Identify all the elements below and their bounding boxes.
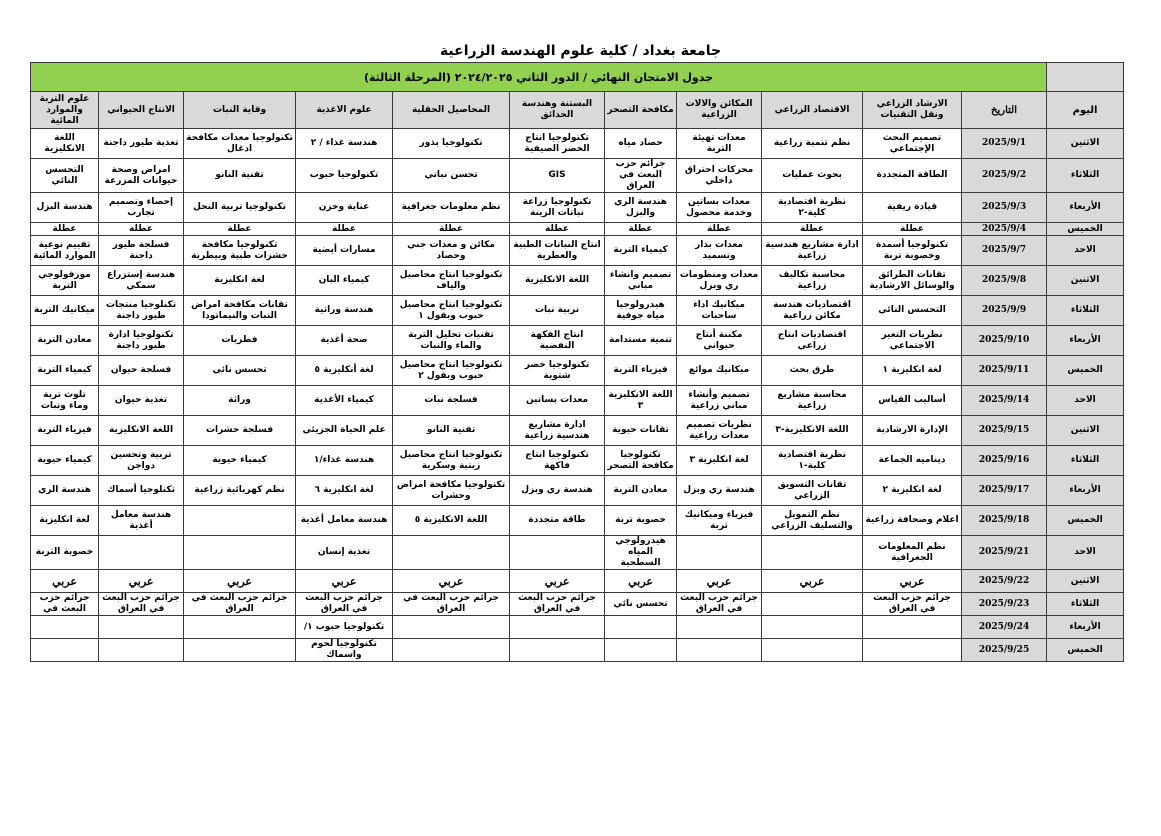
subject-cell: ميكانيك اداء ساحبات	[677, 296, 762, 326]
subject-cell	[605, 616, 677, 639]
header-department: وقاية النبات	[184, 92, 296, 129]
subject-cell: تلوث تربة وماء ونبات	[31, 386, 99, 416]
subject-cell: فطريات	[184, 326, 296, 356]
subject-cell: GIS	[510, 159, 605, 193]
subject-cell: تكنولوجيا معدات مكافحة ادغال	[184, 129, 296, 159]
subject-cell: نظرية اقتصادية كلية-٢	[762, 193, 863, 223]
subject-cell: هندسة وراثية	[296, 296, 393, 326]
subject-cell: محاسبة مشاريع زراعية	[762, 386, 863, 416]
subject-cell: لغة انكليزية	[31, 506, 99, 536]
exam-row	[31, 593, 1124, 616]
subject-cell: كيمياء حيوية	[31, 446, 99, 476]
subject-cell: تقييم نوعية الموارد المائية	[31, 236, 99, 266]
subject-cell: جرائم حزب البعث في العراق	[863, 593, 962, 616]
holiday-cell: عطلة	[184, 223, 296, 236]
header-department: علوم الاغذية	[296, 92, 393, 129]
header-row	[31, 92, 1124, 129]
subject-cell	[677, 536, 762, 570]
day-cell: الاحد	[1047, 236, 1124, 266]
subject-cell: نظم معلومات جغرافية	[393, 193, 510, 223]
subject-cell: تقانات التسويق الزراعي	[762, 476, 863, 506]
day-cell: الثلاثاء	[1047, 159, 1124, 193]
subject-cell: تكنولوجيا لحوم واسماك	[296, 639, 393, 662]
caption-row	[31, 63, 1124, 92]
header-department: المحاصيل الحقلية	[393, 92, 510, 129]
subject-cell: أساليب القياس	[863, 386, 962, 416]
holiday-cell: عطلة	[677, 223, 762, 236]
subject-cell: جرائم حزب البعث في العراق	[510, 593, 605, 616]
subject-cell: تقانات حيوية	[605, 416, 677, 446]
subject-cell: كيمياء التربة	[31, 356, 99, 386]
subject-cell: لغة انكليزية	[184, 266, 296, 296]
subject-cell: جرائم حزب البعث في العراق	[99, 593, 184, 616]
subject-cell: صحة أغذية	[296, 326, 393, 356]
holiday-cell: عطلة	[762, 223, 863, 236]
subject-cell: عربي	[184, 570, 296, 593]
day-cell: الخميس	[1047, 223, 1124, 236]
subject-cell	[510, 536, 605, 570]
subject-cell: تحسس نائي	[184, 356, 296, 386]
subject-cell: هيدرولوجي المياه السطحية	[605, 536, 677, 570]
exam-row	[31, 266, 1124, 296]
subject-cell	[863, 639, 962, 662]
subject-cell: معدات ومنظومات ري وبزل	[677, 266, 762, 296]
subject-cell: تغذية حيوان	[99, 386, 184, 416]
subject-cell: تكنلوجيا منتجات طيور داجنة	[99, 296, 184, 326]
holiday-row	[31, 223, 1124, 236]
header-department: الانتاج الحيواني	[99, 92, 184, 129]
day-cell: الاحد	[1047, 386, 1124, 416]
header-department: البستنة وهندسة الحدائق	[510, 92, 605, 129]
header-department: مكافحة التصحر	[605, 92, 677, 129]
subject-cell: كيمياء حيوية	[184, 446, 296, 476]
subject-cell: عربي	[296, 570, 393, 593]
subject-cell: فيزياء وميكانيك تربة	[677, 506, 762, 536]
subject-cell	[510, 639, 605, 662]
subject-cell: فسلجة حشرات	[184, 416, 296, 446]
subject-cell: تكنولوجيا مكافحة حشرات طبية وبيطرية	[184, 236, 296, 266]
date-cell: 2025/9/23	[962, 593, 1047, 616]
exam-row	[31, 193, 1124, 223]
subject-cell: الإدارة الارشادية	[863, 416, 962, 446]
subject-cell: ميكانيك التربة	[31, 296, 99, 326]
subject-cell: اللغة الانكليزية ٣	[605, 386, 677, 416]
subject-cell: تكنولوجيا مكافحة التصحر	[605, 446, 677, 476]
exam-row	[31, 356, 1124, 386]
subject-cell: تغذية طيور داجنة	[99, 129, 184, 159]
subject-cell: هندسة ري وبزل	[677, 476, 762, 506]
date-cell: 2025/9/14	[962, 386, 1047, 416]
holiday-cell: عطلة	[605, 223, 677, 236]
day-cell: الخميس	[1047, 639, 1124, 662]
subject-cell: تحسس نائي	[605, 593, 677, 616]
subject-cell	[184, 639, 296, 662]
date-cell: 2025/9/24	[962, 616, 1047, 639]
subject-cell: لغة انكليزية ١	[863, 356, 962, 386]
subject-cell: تكنولوجيا بذور	[393, 129, 510, 159]
subject-cell: مورفولوجي التربة	[31, 266, 99, 296]
day-cell: الاثنين	[1047, 129, 1124, 159]
subject-cell	[762, 616, 863, 639]
subject-cell: فسلجة نبات	[393, 386, 510, 416]
exam-row	[31, 446, 1124, 476]
subject-cell: حصاد مياه	[605, 129, 677, 159]
subject-cell	[605, 639, 677, 662]
subject-cell: عربي	[863, 570, 962, 593]
subject-cell: هندسة معامل أغذية	[99, 506, 184, 536]
subject-cell: تكنلوجيا أسماك	[99, 476, 184, 506]
subject-cell: معدات بساتين وخدمة محصول	[677, 193, 762, 223]
subject-cell: إحصاء وتصميم تجارب	[99, 193, 184, 223]
day-cell: الأربعاء	[1047, 476, 1124, 506]
subject-cell	[863, 616, 962, 639]
subject-cell	[762, 593, 863, 616]
date-cell: 2025/9/15	[962, 416, 1047, 446]
subject-cell: مسارات أيضية	[296, 236, 393, 266]
subject-cell: تقنية النانو	[393, 416, 510, 446]
subject-cell	[762, 536, 863, 570]
subject-cell: اللغة الانكليزية	[31, 129, 99, 159]
subject-cell: جرائم حزب البعث في	[31, 593, 99, 616]
subject-cell: نظم المعلومات الجغرافية	[863, 536, 962, 570]
subject-cell: تربية وتحسين دواجن	[99, 446, 184, 476]
day-cell: الاثنين	[1047, 570, 1124, 593]
subject-cell: نظريات تصميم معدات زراعية	[677, 416, 762, 446]
date-cell: 2025/9/7	[962, 236, 1047, 266]
exam-row	[31, 536, 1124, 570]
subject-cell: هندسة معامل أغذية	[296, 506, 393, 536]
subject-cell: محركات احتراق داخلي	[677, 159, 762, 193]
subject-cell	[184, 616, 296, 639]
exam-row	[31, 129, 1124, 159]
subject-cell: مكائن و معدات جني وحصاد	[393, 236, 510, 266]
subject-cell: خصوبة تربة	[605, 506, 677, 536]
exam-row	[31, 616, 1124, 639]
header-date: التاريخ	[962, 92, 1047, 129]
subject-cell: تكنولوجيا حبوب ١/	[296, 616, 393, 639]
exam-row	[31, 326, 1124, 356]
subject-cell: تكنولوجيا أسمدة وخصوبة تربة	[863, 236, 962, 266]
date-cell: 2025/9/8	[962, 266, 1047, 296]
subject-cell: عربي	[510, 570, 605, 593]
subject-cell: التحسس النائي	[863, 296, 962, 326]
subject-cell: محاسبة تكاليف زراعية	[762, 266, 863, 296]
subject-cell: هندسة ري وبزل	[510, 476, 605, 506]
holiday-cell: عطلة	[510, 223, 605, 236]
subject-cell: تقانات مكافحة امراض النبات والنيماتودا	[184, 296, 296, 326]
date-cell: 2025/9/22	[962, 570, 1047, 593]
subject-cell: هندسة إستزراع سمكي	[99, 266, 184, 296]
subject-cell: جرائم حزب البعث في العراق	[184, 593, 296, 616]
exam-row	[31, 416, 1124, 446]
exam-row	[31, 639, 1124, 662]
subject-cell: وراثة	[184, 386, 296, 416]
subject-cell: تكنولوجيا انتاج الخضر الصيفية	[510, 129, 605, 159]
subject-cell: عربي	[605, 570, 677, 593]
subject-cell: هندسة غذاء/١	[296, 446, 393, 476]
subject-cell: معادن التربة	[605, 476, 677, 506]
subject-cell	[393, 536, 510, 570]
day-cell: الخميس	[1047, 356, 1124, 386]
subject-cell: تكنولوجيا انتاج محاصيل زيتية وسكرية	[393, 446, 510, 476]
subject-cell: انتاج النباتات الطبية والعطرية	[510, 236, 605, 266]
subject-cell: اللغة الانكليزية-٣	[762, 416, 863, 446]
date-cell: 2025/9/25	[962, 639, 1047, 662]
subject-cell: تكنولوجيا زراعة نباتات الزينة	[510, 193, 605, 223]
exam-schedule	[30, 62, 1123, 662]
subject-cell: طرق بحث	[762, 356, 863, 386]
exam-row	[31, 236, 1124, 266]
subject-cell: تكنولوجيا انتاج محاصيل والياف	[393, 266, 510, 296]
subject-cell: اللغة الانكليزية	[99, 416, 184, 446]
subject-cell	[31, 616, 99, 639]
subject-cell: تكنولوجيا تربية النحل	[184, 193, 296, 223]
subject-cell: اعلام وصحافة زراعية	[863, 506, 962, 536]
subject-cell: تصميم وأنشاء مباني زراعية	[677, 386, 762, 416]
day-cell: الأربعاء	[1047, 193, 1124, 223]
subject-cell: التحسس النائي	[31, 159, 99, 193]
exam-row	[31, 570, 1124, 593]
subject-cell: هندسة الري	[31, 476, 99, 506]
subject-cell: عربي	[99, 570, 184, 593]
header-department: المكائن والالات الزراعية	[677, 92, 762, 129]
subject-cell	[99, 639, 184, 662]
day-cell: الأربعاء	[1047, 616, 1124, 639]
exam-row	[31, 506, 1124, 536]
subject-cell: لغة انكليزية ٦	[296, 476, 393, 506]
subject-cell: تكنولوجيا انتاج محاصيل حبوب وبقول ١	[393, 296, 510, 326]
subject-cell: الطاقة المتجددة	[863, 159, 962, 193]
date-cell: 2025/9/17	[962, 476, 1047, 506]
subject-cell: تكنولوجيا خضر شتوية	[510, 356, 605, 386]
subject-cell: تكنولوجيا حبوب	[296, 159, 393, 193]
subject-cell: عربي	[393, 570, 510, 593]
date-cell: 2025/9/21	[962, 536, 1047, 570]
header-department: الاقتصاد الزراعي	[762, 92, 863, 129]
subject-cell: نظم التمويل والتسليف الزراعي	[762, 506, 863, 536]
subject-cell: فيزياء التربة	[605, 356, 677, 386]
subject-cell: كيمياء التربة	[605, 236, 677, 266]
exam-row	[31, 296, 1124, 326]
date-cell: 2025/9/10	[962, 326, 1047, 356]
subject-cell: عربي	[31, 570, 99, 593]
holiday-cell: عطلة	[296, 223, 393, 236]
subject-cell: جرائم حزب البعث في العراق	[393, 593, 510, 616]
subject-cell: تنمية مستدامة	[605, 326, 677, 356]
header-department: علوم التربة والموارد المائية	[31, 92, 99, 129]
subject-cell: تكنولوجيا انتاج محاصيل حبوب وبقول ٢	[393, 356, 510, 386]
subject-cell: هندسة الري والبزل	[605, 193, 677, 223]
holiday-cell: عطلة	[31, 223, 99, 236]
subject-cell: اقتصاديات انتاج زراعي	[762, 326, 863, 356]
date-cell: 2025/9/16	[962, 446, 1047, 476]
subject-cell: خصوبة التربة	[31, 536, 99, 570]
subject-cell: ادارة مشاريع هندسية زراعية	[762, 236, 863, 266]
day-cell: الثلاثاء	[1047, 446, 1124, 476]
day-cell: الأربعاء	[1047, 326, 1124, 356]
exam-row	[31, 386, 1124, 416]
subject-cell: فسلجة حيوان	[99, 356, 184, 386]
exam-schedule-table	[30, 62, 1124, 662]
subject-cell: ادارة مشاريع هندسية زراعية	[510, 416, 605, 446]
subject-cell: علم الحياة الجزيئي	[296, 416, 393, 446]
subject-cell	[677, 616, 762, 639]
subject-cell: ديناميه الجماعة	[863, 446, 962, 476]
subject-cell	[99, 536, 184, 570]
subject-cell: جرائم حزب البعث في العراق	[605, 159, 677, 193]
subject-cell: تقنيات تحليل التربة والماء والنبات	[393, 326, 510, 356]
day-cell: الاثنين	[1047, 416, 1124, 446]
subject-cell: عناية وخزن	[296, 193, 393, 223]
date-cell: 2025/9/2	[962, 159, 1047, 193]
university-title: جامعة بغداد / كلية علوم الهندسة الزراعية	[439, 43, 722, 59]
subject-cell: جرائم حزب البعث في العراق	[296, 593, 393, 616]
subject-cell	[31, 639, 99, 662]
subject-cell: اللغة الانكليزية	[510, 266, 605, 296]
subject-cell	[510, 616, 605, 639]
subject-cell: لغة انكليزية ٣	[677, 446, 762, 476]
subject-cell: انتاج الفكهة النفضية	[510, 326, 605, 356]
subject-cell: معدات تهيئة التربة	[677, 129, 762, 159]
subject-cell: تغذية إنسان	[296, 536, 393, 570]
exam-row	[31, 159, 1124, 193]
subject-cell: كيمياء الأغذية	[296, 386, 393, 416]
date-cell: 2025/9/9	[962, 296, 1047, 326]
subject-cell: تقنية النانو	[184, 159, 296, 193]
holiday-cell: عطلة	[863, 223, 962, 236]
subject-cell: ميكانيك موائع	[677, 356, 762, 386]
header-department: الارشاد الزراعي ونقل التقنيات	[863, 92, 962, 129]
holiday-cell: عطلة	[99, 223, 184, 236]
subject-cell: مكننة أنتاج حيواني	[677, 326, 762, 356]
subject-cell: هيدرولوجيا مياه جوفية	[605, 296, 677, 326]
subject-cell: طاقة متجددة	[510, 506, 605, 536]
subject-cell: تربية نبات	[510, 296, 605, 326]
subject-cell	[99, 616, 184, 639]
subject-cell: تكنولوجيا ادارة طيور داجنة	[99, 326, 184, 356]
subject-cell: تكنولوجيا انتاج فاكهة	[510, 446, 605, 476]
subject-cell: اللغة الانكليزية ٥	[393, 506, 510, 536]
subject-cell: معادن التربة	[31, 326, 99, 356]
date-cell: 2025/9/3	[962, 193, 1047, 223]
exam-row	[31, 476, 1124, 506]
day-cell: الثلاثاء	[1047, 296, 1124, 326]
subject-cell: نظريات التغير الاجتماعي	[863, 326, 962, 356]
day-cell: الاثنين	[1047, 266, 1124, 296]
subject-cell: معدات بذار وتسميد	[677, 236, 762, 266]
holiday-cell: عطلة	[393, 223, 510, 236]
subject-cell: قيادة ريفية	[863, 193, 962, 223]
header-day: اليوم	[1047, 92, 1124, 129]
subject-cell: اقتصاديات هندسة مكائن زراعية	[762, 296, 863, 326]
date-cell: 2025/9/18	[962, 506, 1047, 536]
subject-cell	[393, 639, 510, 662]
date-cell: 2025/9/1	[962, 129, 1047, 159]
subject-cell: تكنولوجيا مكافحة امراض وحشرات	[393, 476, 510, 506]
subject-cell	[762, 639, 863, 662]
day-cell: الثلاثاء	[1047, 593, 1124, 616]
subject-cell: عربي	[762, 570, 863, 593]
subject-cell: هندسة البزل	[31, 193, 99, 223]
subject-cell	[393, 616, 510, 639]
subject-cell: معدات بساتين	[510, 386, 605, 416]
subject-cell: تقانات الطرائق والوسائل الارشادية	[863, 266, 962, 296]
day-cell: الخميس	[1047, 506, 1124, 536]
subject-cell: بحوث عمليات	[762, 159, 863, 193]
subject-cell: جرائم حزب البعث في العراق	[677, 593, 762, 616]
subject-cell: فيزياء التربة	[31, 416, 99, 446]
day-cell: الاحد	[1047, 536, 1124, 570]
subject-cell: نظم كهربائية زراعية	[184, 476, 296, 506]
exam-caption: جدول الامتحان النهائي / الدور الثاني ٢٠٢٤/٢٠٢٥ (المرحلة الثالثة)	[31, 63, 1047, 92]
subject-cell: فسلجة طيور داجنة	[99, 236, 184, 266]
subject-cell: لغة أنكليزية ٥	[296, 356, 393, 386]
subject-cell	[184, 536, 296, 570]
subject-cell: امراض وصحة حيوانات المزرعة	[99, 159, 184, 193]
caption-blank-cell	[1047, 63, 1124, 92]
subject-cell: عربي	[677, 570, 762, 593]
subject-cell: نظرية اقتصادية كلية-١	[762, 446, 863, 476]
subject-cell	[184, 506, 296, 536]
date-cell: 2025/9/4	[962, 223, 1047, 236]
subject-cell	[677, 639, 762, 662]
date-cell: 2025/9/11	[962, 356, 1047, 386]
subject-cell: نظم تنمية زراعية	[762, 129, 863, 159]
subject-cell: تحسن نباتي	[393, 159, 510, 193]
subject-cell: كيمياء البان	[296, 266, 393, 296]
subject-cell: هندسة غذاء / ٢	[296, 129, 393, 159]
subject-cell: تصميم وانشاء مباني	[605, 266, 677, 296]
subject-cell: لغة انكليزية ٢	[863, 476, 962, 506]
subject-cell: تصميم البحث الإجتماعي	[863, 129, 962, 159]
